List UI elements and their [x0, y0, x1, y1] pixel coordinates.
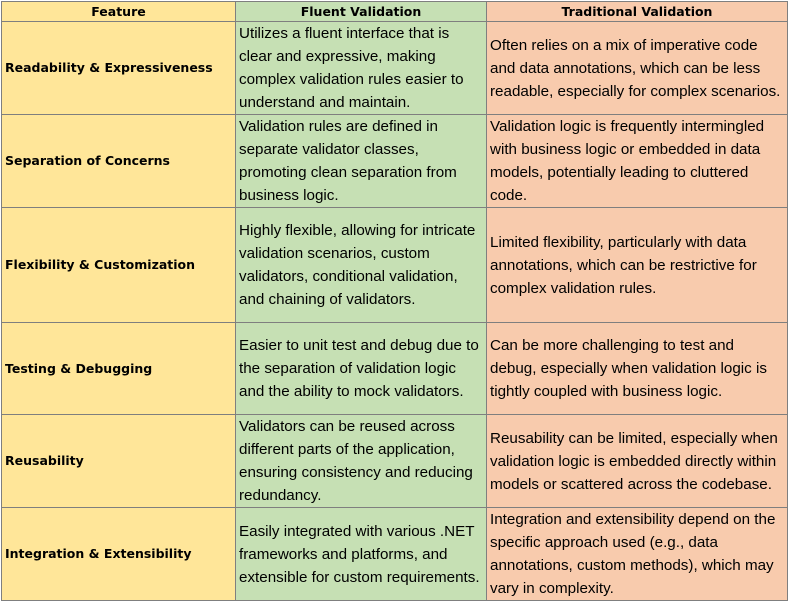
fluent-cell: Highly flexible, allowing for intricate validation scenarios, custom validators, conditional validation, and chaining of validators.: [236, 208, 487, 323]
feature-cell: Flexibility & Customization: [2, 208, 236, 323]
header-feature: Feature: [2, 2, 236, 22]
fluent-cell: Easier to unit test and debug due to the separation of validation logic and the ability to mock validators.: [236, 323, 487, 415]
table-row: [2, 323, 788, 415]
table-row: [2, 208, 788, 323]
table-row: [2, 115, 788, 208]
table-row: [2, 508, 788, 601]
header-fluent-validation: Fluent Validation: [236, 2, 487, 22]
traditional-cell: Can be more challenging to test and debug, especially when validation logic is tightly coupled with business logic.: [487, 323, 788, 415]
traditional-cell: Validation logic is frequently intermingled with business logic or embedded in data models, potentially leading to cluttered code.: [487, 115, 788, 208]
fluent-cell: Utilizes a fluent interface that is clear and expressive, making complex validation rules easier to understand and maintain.: [236, 22, 487, 115]
table-row: [2, 415, 788, 508]
traditional-cell: Often relies on a mix of imperative code and data annotations, which can be less readable, especially for complex scenarios.: [487, 22, 788, 115]
fluent-cell: Validation rules are defined in separate validator classes, promoting clean separation from business logic.: [236, 115, 487, 208]
feature-cell: Readability & Expressiveness: [2, 22, 236, 115]
table-row: [2, 22, 788, 115]
header-traditional-validation: Traditional Validation: [487, 2, 788, 22]
fluent-cell: Easily integrated with various .NET frameworks and platforms, and extensible for custom requirements.: [236, 508, 487, 601]
feature-cell: Integration & Extensibility: [2, 508, 236, 601]
comparison-table: [1, 1, 788, 601]
traditional-cell: Reusability can be limited, especially when validation logic is embedded directly within models or scattered across the codebase.: [487, 415, 788, 508]
header-row: [2, 2, 788, 22]
feature-cell: Separation of Concerns: [2, 115, 236, 208]
feature-cell: Reusability: [2, 415, 236, 508]
fluent-cell: Validators can be reused across different parts of the application, ensuring consistency and reducing redundancy.: [236, 415, 487, 508]
traditional-cell: Limited flexibility, particularly with data annotations, which can be restrictive for complex validation rules.: [487, 208, 788, 323]
feature-cell: Testing & Debugging: [2, 323, 236, 415]
traditional-cell: Integration and extensibility depend on the specific approach used (e.g., data annotations, custom methods), which may vary in complexity.: [487, 508, 788, 601]
